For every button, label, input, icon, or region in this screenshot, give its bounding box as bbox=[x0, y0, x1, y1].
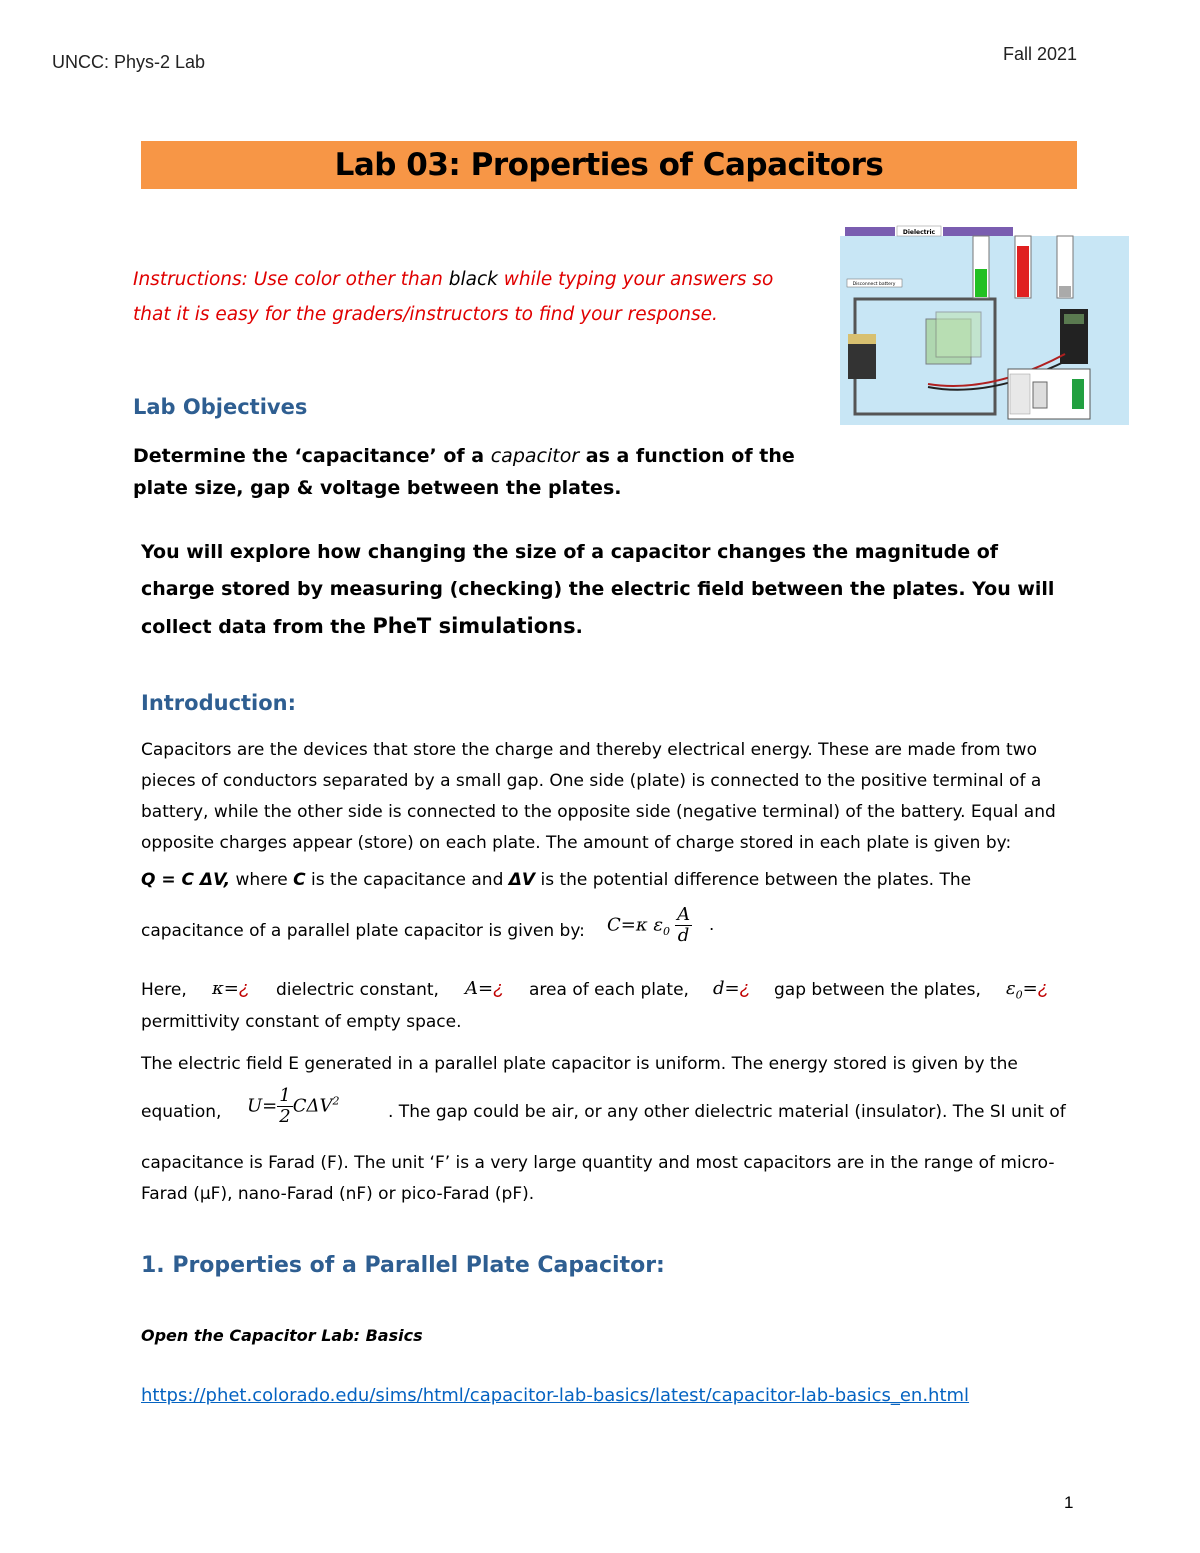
d-desc: gap between the plates, bbox=[774, 980, 981, 1000]
capacitance-formula bbox=[607, 905, 714, 946]
a-eq bbox=[465, 978, 504, 999]
kappa-desc: dielectric constant, bbox=[276, 980, 439, 1000]
formula-sub: 0 bbox=[663, 924, 671, 938]
objectives-text bbox=[133, 440, 813, 504]
equation-word: equation, bbox=[141, 1102, 222, 1122]
a-glyph: ¿ bbox=[493, 978, 505, 998]
header-right: Fall 2021 bbox=[1003, 44, 1078, 64]
title-bar bbox=[141, 141, 1077, 189]
u-fraction bbox=[277, 1086, 292, 1127]
instructions-text-1: Instructions: Use color other than bbox=[133, 269, 449, 290]
eps-eq bbox=[1006, 978, 1049, 1002]
c-symbol: C bbox=[293, 870, 306, 890]
sim-disconnect-label: Disconnect battery bbox=[852, 282, 896, 287]
u-sup: 2 bbox=[332, 1094, 340, 1108]
eps-sub: 0 bbox=[1015, 988, 1023, 1002]
eps-equals: = bbox=[1022, 978, 1038, 999]
field-text: The electric field E generated in a parallel plate capacitor is uniform. The energy stored is given by the bbox=[141, 1054, 1018, 1074]
objectives-text-1: Determine the ‘capacitance’ of a bbox=[133, 445, 491, 467]
page-title: Lab 03: Properties of Capacitors bbox=[334, 147, 884, 183]
where-text-1: where bbox=[230, 870, 294, 890]
formula-end: . bbox=[709, 914, 715, 935]
sim-tab-active: Dielectric bbox=[902, 229, 936, 236]
permittivity-text: permittivity constant of empty space. bbox=[141, 1012, 462, 1032]
header-left: UNCC: Phys-2 Lab bbox=[52, 52, 206, 72]
formula-num: A bbox=[677, 904, 691, 925]
u-symbol: U= bbox=[247, 1095, 278, 1117]
where-text-2: is the capacitance and bbox=[305, 870, 509, 890]
here-label: Here, bbox=[141, 980, 187, 1000]
formula-fraction bbox=[675, 905, 692, 946]
objectives-capacitor-word: capacitor bbox=[490, 445, 580, 467]
objectives-text-2: as a function of the plate size, gap & voltage between the plates. bbox=[133, 445, 795, 499]
u-rest: CΔV bbox=[292, 1095, 333, 1117]
eps-symbol: ε bbox=[1006, 978, 1016, 999]
charge-equation: Q = C ΔV, bbox=[141, 870, 231, 890]
kappa-symbol: κ= bbox=[212, 978, 239, 999]
d-symbol: d= bbox=[713, 978, 740, 999]
capacitance-given-text: capacitance of a parallel plate capacitor is given by: bbox=[141, 921, 585, 941]
instructions-black-word: black bbox=[448, 269, 498, 290]
a-symbol: A= bbox=[465, 978, 494, 999]
objectives-heading: Lab Objectives bbox=[133, 395, 308, 419]
introduction-paragraph: Capacitors are the devices that store the charge and thereby electrical energy. These are made from two pieces of conductors separated by a small gap. One side (plate) is connected to the positive terminal of a battery, while the other side is connected to the opposite side (negative terminal) of the battery. Equal and opposite charges appear (store) on each plate. The amount of charge stored in each plate is given by: bbox=[141, 740, 1056, 853]
formula-den: d bbox=[677, 925, 690, 946]
u-num: 1 bbox=[279, 1085, 291, 1106]
explore-text-2: . bbox=[575, 616, 583, 638]
instructions bbox=[133, 262, 813, 332]
phet-sim-screenshot bbox=[840, 224, 1129, 425]
formula-c: C=κ ε bbox=[607, 914, 664, 936]
explore-phet: PheT simulations bbox=[372, 614, 576, 638]
explore-text-1: You will explore how changing the size of a capacitor changes the magnitude of charge stored by measuring (checking) the electric field between the plates. You will collect data from the bbox=[141, 541, 1055, 638]
where-text-3: is the potential difference between the plates. The bbox=[535, 870, 972, 890]
eps-glyph: ¿ bbox=[1037, 978, 1049, 998]
open-sim-instruction: Open the Capacitor Lab: Basics bbox=[141, 1326, 423, 1345]
kappa-glyph: ¿ bbox=[238, 978, 250, 998]
kappa-eq bbox=[212, 978, 250, 999]
energy-formula bbox=[247, 1086, 340, 1127]
page-number: 1 bbox=[1064, 1493, 1074, 1512]
a-desc: area of each plate, bbox=[529, 980, 689, 1000]
phet-sim-link[interactable]: https://phet.colorado.edu/sims/html/capacitor-lab-basics/latest/capacitor-lab-basics_en.html bbox=[141, 1385, 970, 1406]
introduction-heading: Introduction: bbox=[141, 691, 297, 715]
u-den: 2 bbox=[279, 1106, 291, 1127]
farad-text: capacitance is Farad (F). The unit ‘F’ is a very large quantity and most capacitors are in the range of micro-Farad (μF), nano-Farad (nF) or pico-Farad (pF). bbox=[141, 1153, 1055, 1204]
explore-paragraph bbox=[141, 534, 1071, 646]
dv-symbol: ΔV bbox=[508, 870, 536, 890]
section-1-heading: 1. Properties of a Parallel Plate Capacitor: bbox=[141, 1253, 665, 1278]
d-glyph: ¿ bbox=[739, 978, 751, 998]
charge-equation-line bbox=[141, 870, 1071, 890]
energy-after-text: . The gap could be air, or any other dielectric material (insulator). The SI unit of bbox=[388, 1102, 1066, 1122]
instructions-text-2: while typing your answers so that it is easy for the graders/instructors to find your response. bbox=[133, 269, 774, 325]
d-eq bbox=[713, 978, 751, 999]
